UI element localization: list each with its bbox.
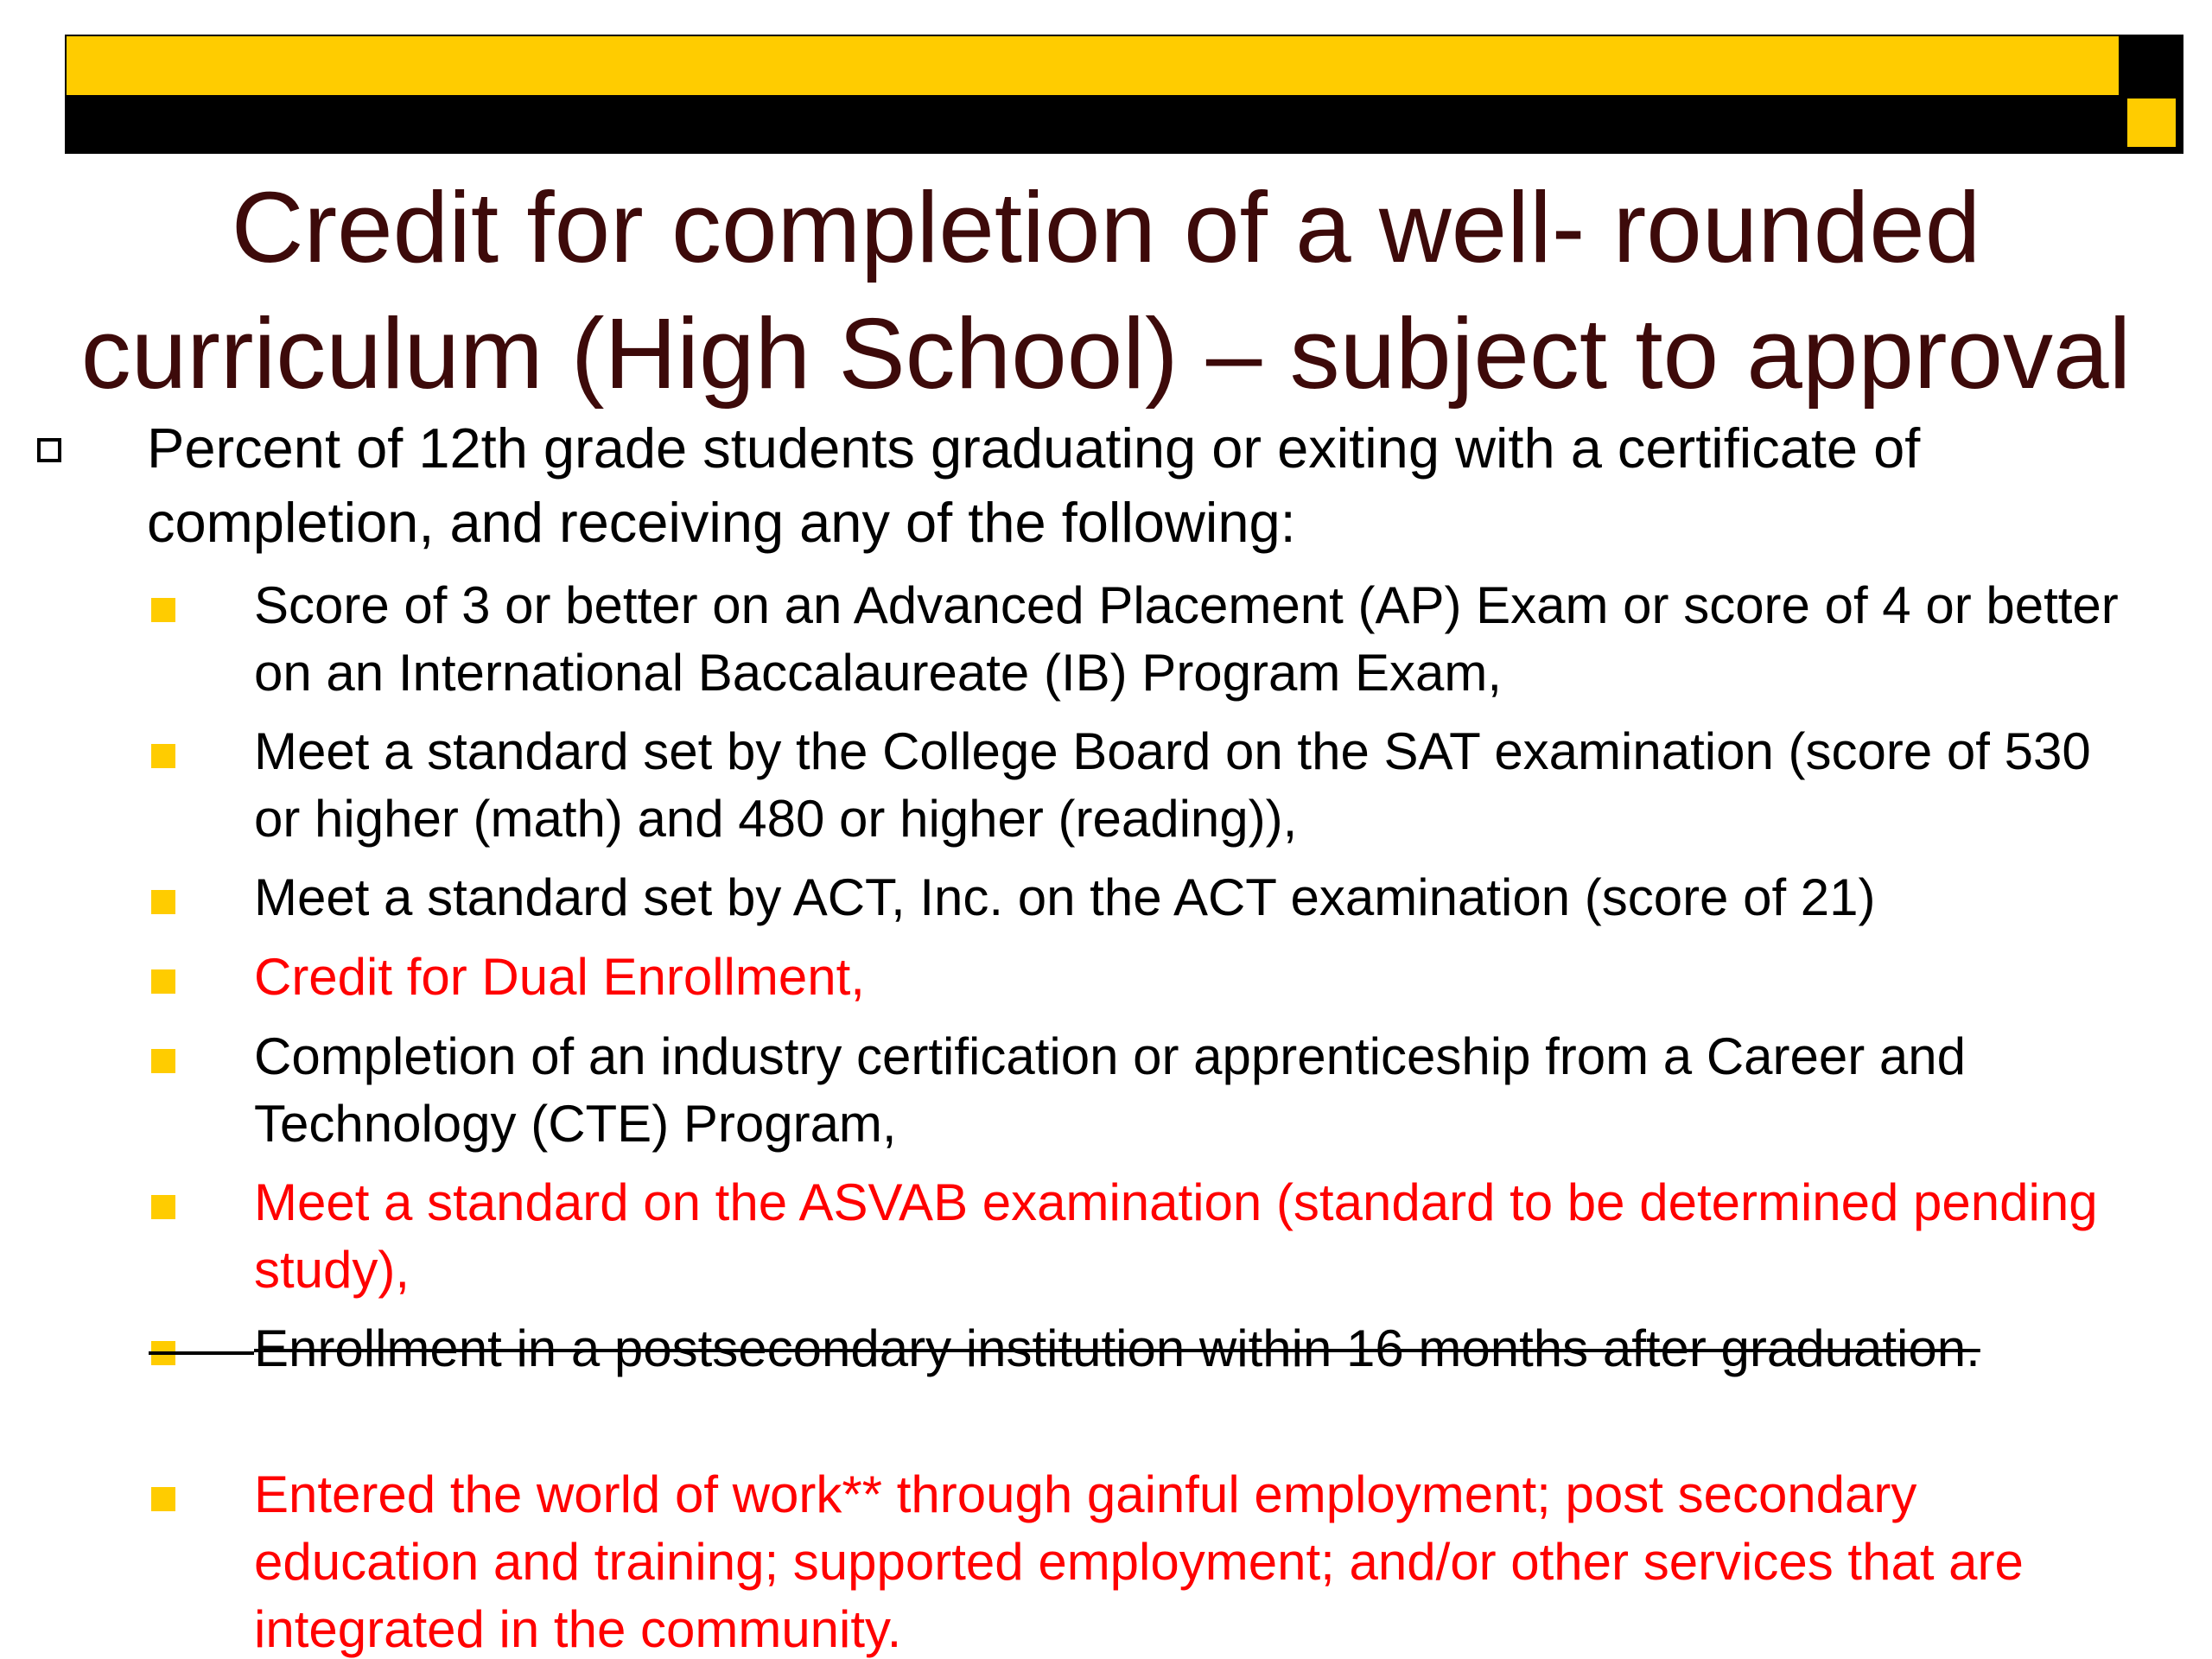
sub-bullet-text: Meet a standard set by ACT, Inc. on the ACT examination (score of 21) bbox=[254, 868, 1876, 926]
slide-title-line-2: curriculum (High School) – subject to approval bbox=[80, 297, 2132, 410]
main-bullet-text: Percent of 12th grade students graduating or exiting with a certificate of completion, and receiving any of the following: bbox=[147, 416, 1921, 554]
sub-bullet-text: Enrollment in a postsecondary institution within 16 months after graduation. bbox=[254, 1319, 1980, 1377]
gold-square-bullet-icon bbox=[151, 744, 175, 768]
gold-square-bullet-icon bbox=[151, 969, 175, 994]
sub-bullet-text: Completion of an industry certification or apprenticeship from a Career and Technology (CTE) Program, bbox=[254, 1027, 1966, 1153]
strikethrough-line bbox=[149, 1351, 254, 1355]
gold-square-bullet-icon bbox=[151, 890, 175, 914]
gold-square-bullet-icon bbox=[151, 598, 175, 622]
hollow-square-bullet-icon bbox=[37, 438, 61, 462]
slide-title-line-1: Credit for completion of a well- rounded bbox=[231, 171, 1981, 283]
sub-bullet-text: Score of 3 or better on an Advanced Placement (AP) Exam or score of 4 or better on an International Baccalaureate (IB) Program Exam, bbox=[254, 576, 2119, 702]
header-bar bbox=[65, 35, 2183, 154]
sub-bullet-text: Entered the world of work** through gainful employment; post secondary education and training; supported employment; and/or other services that are integrated in the community. bbox=[254, 1465, 2024, 1658]
gold-square-bullet-icon bbox=[151, 1049, 175, 1073]
sub-bullet-text: Meet a standard on the ASVAB examination (standard to be determined pending study), bbox=[254, 1173, 2098, 1299]
gold-square-bullet-icon bbox=[151, 1487, 175, 1511]
gold-square-bullet-icon bbox=[151, 1195, 175, 1219]
sub-bullet-text: Meet a standard set by the College Board on the SAT examination (score of 530 or higher (math) and 480 or higher (reading)), bbox=[254, 722, 2091, 848]
header-gold-stripe bbox=[67, 36, 2182, 95]
sub-bullet-text: Credit for Dual Enrollment, bbox=[254, 948, 865, 1006]
header-black-stripe bbox=[67, 95, 2182, 152]
slide-title bbox=[35, 164, 2177, 416]
header-corner-square bbox=[2126, 97, 2177, 149]
